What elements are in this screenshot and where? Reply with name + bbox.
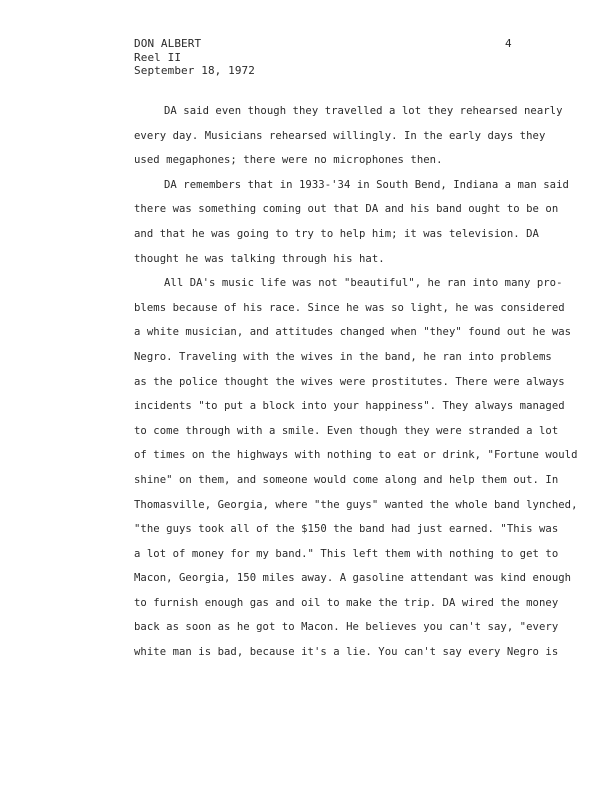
text-line: "the guys took all of the $150 the band had just earned. "This was [134,523,559,536]
text-line: white man is bad, because it's a lie. You can't say every Negro is [134,646,559,659]
text-line: shine" on them, and someone would come along and help them out. In [134,473,559,486]
text-line: to furnish enough gas and oil to make the trip. DA wired the money [134,596,559,609]
text-line: used megaphones; there were no microphones then. [134,154,443,167]
text-line: a white musician, and attitudes changed when "they" found out he was [134,326,572,339]
text-line: thought he was talking through his hat. [134,252,385,265]
document-header [134,37,255,78]
interview-date: September 18, 1972 [134,64,256,77]
text-line: incidents "to put a block into your happiness". They always managed [134,400,565,413]
text-line: Thomasville, Georgia, where "the guys" wanted the whole band lynched, [134,498,578,511]
text-line: Negro. Traveling with the wives in the band, he ran into problems [134,350,552,363]
interviewee-name: DON ALBERT [134,37,202,50]
text-line: there was something coming out that DA and his band ought to be on [134,203,559,216]
text-line: every day. Musicians rehearsed willingly. In the early days they [134,129,546,142]
text-line: as the police thought the wives were prostitutes. There were always [134,375,565,388]
text-line: to come through with a smile. Even though they were stranded a lot [134,424,559,437]
reel-label: Reel II [134,50,182,64]
text-line: and that he was going to try to help him; it was television. DA [134,227,539,240]
text-line: of times on the highways with nothing to eat or drink, "Fortune would [134,449,578,462]
page-number: 4 [505,37,512,50]
text-line: blems because of his race. Since he was so light, he was considered [134,301,565,314]
text-line: All DA's music life was not "beautiful", he ran into many pro- [164,277,563,290]
transcript-body [134,99,578,665]
text-line: back as soon as he got to Macon. He believes you can't say, "every [134,621,559,634]
text-line: a lot of money for my band." This left them with nothing to get to [134,547,559,560]
text-line: Macon, Georgia, 150 miles away. A gasoline attendant was kind enough [134,572,572,585]
text-line: DA remembers that in 1933-'34 in South Bend, Indiana a man said [164,178,569,191]
text-line: DA said even though they travelled a lot they rehearsed nearly [164,105,563,117]
